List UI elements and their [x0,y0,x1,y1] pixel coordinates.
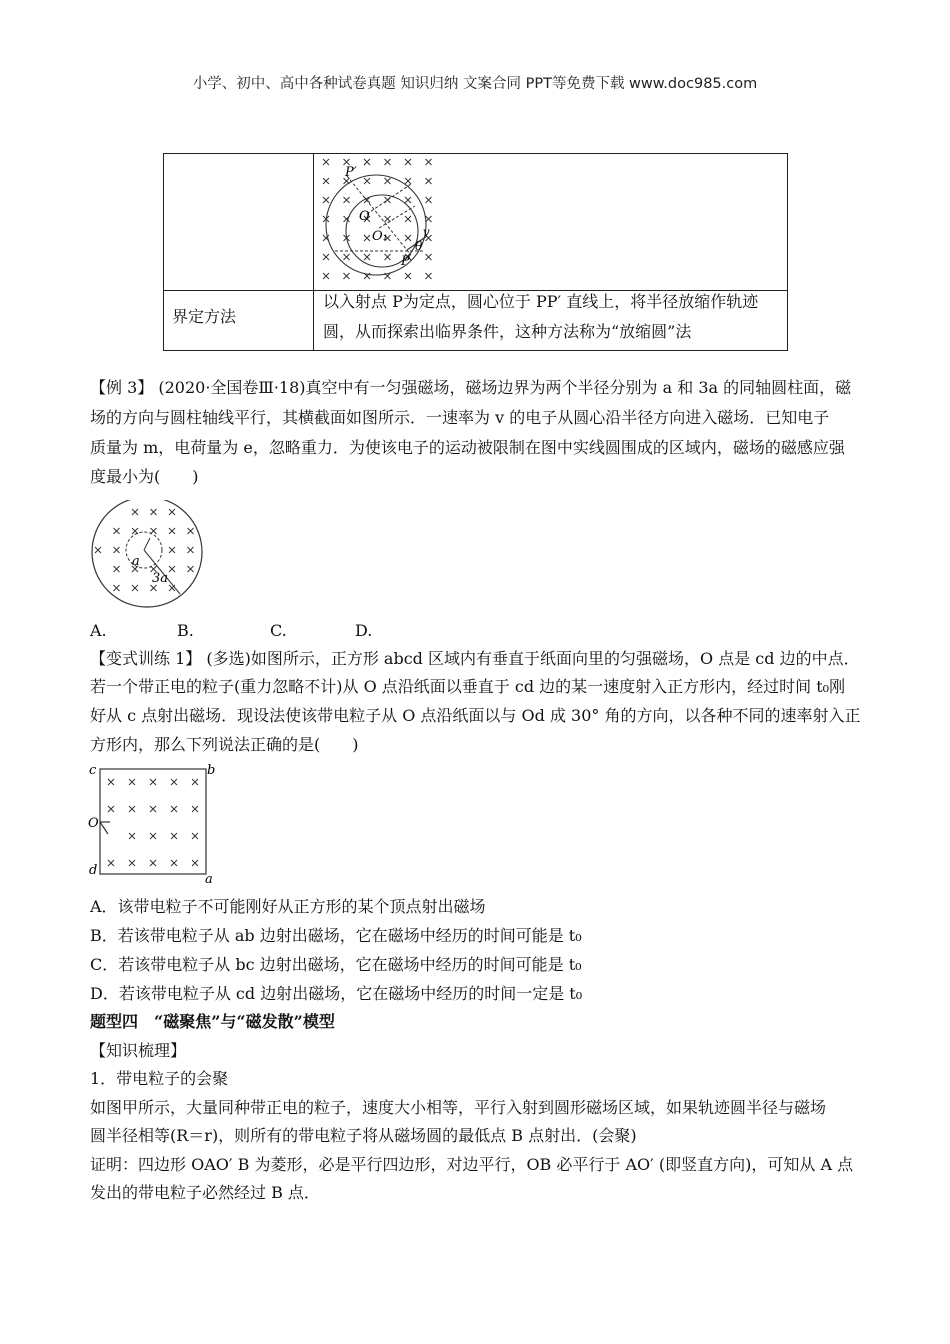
field-x-mark [132,509,138,515]
field-x-mark [108,860,114,866]
field-x-mark [364,235,370,241]
field-x-mark [385,159,391,165]
table-divider-vertical [313,154,314,350]
example3-option-a: A. [90,621,107,640]
field-x-mark [188,528,194,534]
field-x-mark [364,178,370,184]
field-x-mark [171,806,177,812]
shrink-circle-figure [315,154,445,289]
field-x-mark [426,159,432,165]
field-x-mark [364,159,370,165]
variant1-line4: 方形内，那么下列说法正确的是( ) [90,735,359,754]
section4-title: 题型四 “磁聚焦”与“磁发散”模型 [90,1012,335,1031]
field-x-mark [150,806,156,812]
radius-line-1 [367,184,411,214]
field-x-mark [364,254,370,260]
field-x-mark [129,779,135,785]
example3-option-b: B. [177,621,194,640]
field-x-mark [132,528,138,534]
field-x-mark [405,197,411,203]
field-x-mark [188,566,194,572]
field-x-mark [151,509,157,515]
section4-proof-line2: 发出的带电粒子必然经过 B 点． [90,1183,320,1202]
label-o1: O₁ [372,229,388,244]
field-x-mark [171,833,177,839]
example3-line4: 度最小为( ) [90,467,199,486]
field-x-mark [150,833,156,839]
outer-trajectory-circle [326,175,426,275]
field-x-mark [405,235,411,241]
section4-proof-line1: 证明：四边形 OAO′ B 为菱形，必是平行四边形，对边平行，OB 必平行于 AO′ (即竖直方向)，可知从 A 点 [90,1155,854,1174]
field-x-mark [405,159,411,165]
field-x-mark [114,547,120,553]
variant1-option-a: A．该带电粒子不可能刚好从正方形的某个顶点射出磁场 [90,897,486,916]
table-row-text-2: 圆，从而探索出临界条件，这种方法称为“放缩圆”法 [323,322,692,341]
field-x-mark [405,178,411,184]
example3-line2: 场的方向与圆柱轴线平行，其横截面如图所示．一速率为 v 的电子从圆心沿半径方向进入磁场．已知电子 [90,408,830,427]
field-x-mark [344,197,350,203]
field-x-mark [188,547,194,553]
section4-item1: 1．带电粒子的会聚 [90,1069,229,1088]
field-x-mark [169,585,175,591]
variant1-option-c: C．若该带电粒子从 bc 边射出磁场，它在磁场中经历的时间可能是 t₀ [90,955,582,974]
label-a: a [132,554,140,569]
label-o: O [359,209,370,224]
field-x-mark [426,178,432,184]
field-x-mark [344,273,350,279]
field-x-mark [169,566,175,572]
section4-para1-line1: 如图甲所示，大量同种带正电的粒子，速度大小相等，平行入射到圆形磁场区域，如果轨迹圆半径与磁场 [90,1098,827,1117]
arrow-30deg [100,822,108,834]
example3-option-d: D. [355,621,373,640]
field-x-mark [192,806,198,812]
field-x-mark [95,547,101,553]
radius-a-line [144,538,150,550]
field-x-mark [129,833,135,839]
field-x-mark [171,860,177,866]
field-x-mark [385,178,391,184]
square-abcd [100,769,206,874]
table-divider-horizontal [164,290,787,291]
field-x-mark [169,547,175,553]
field-x-mark [132,585,138,591]
field-x-mark [426,197,432,203]
field-x-mark [323,159,329,165]
label-b: b [207,763,216,778]
field-x-mark [108,806,114,812]
field-x-mark [323,254,329,260]
field-x-mark [169,509,175,515]
field-x-mark [150,860,156,866]
variant1-line2: 若一个带正电的粒子(重力忽略不计)从 O 点沿纸面以垂直于 cd 边的某一速度射入正方形内，经过时间 t₀刚 [90,677,846,696]
field-x-mark [114,528,120,534]
label-p: P [401,254,410,269]
variant1-line3: 好从 c 点射出磁场．现设法使该带电粒子从 O 点沿纸面以与 Od 成 30° 角的方向，以各种不同的速率射入正 [90,706,861,725]
field-x-mark [192,833,198,839]
field-x-mark [114,585,120,591]
field-x-mark [129,806,135,812]
label-d: d [89,863,98,878]
label-v: v [423,225,430,239]
square-field-figure [86,760,216,885]
field-x-mark [385,254,391,260]
label-a: a [205,872,213,885]
table-row-label: 界定方法 [172,307,237,326]
label-theta: θ [415,239,423,253]
field-x-mark [192,860,198,866]
field-x-mark [151,528,157,534]
table-row-text-1: 以入射点 P为定点，圆心位于 PP′ 直线上，将半径放缩作轨迹 [323,292,759,311]
label-c: c [89,763,97,778]
field-x-mark [114,566,120,572]
example3-line1: 【例 3】 (2020·全国卷Ⅲ·18)真空中有一匀强磁场，磁场边界为两个半径分别为 a 和 3a 的同轴圆柱面，磁 [90,378,852,397]
example3-line3: 质量为 m，电荷量为 e，忽略重力．为使该电子的运动被限制在图中实线圆围成的区域内，磁场的磁感应强 [90,438,845,457]
field-x-mark [405,216,411,222]
variant1-line1: 【变式训练 1】 (多选)如图所示，正方形 abcd 区域内有垂直于纸面向里的匀强磁场，O 点是 cd 边的中点． [90,649,860,668]
label-o: O [88,816,99,831]
field-x-mark [129,860,135,866]
field-x-mark [405,273,411,279]
field-x-mark [426,273,432,279]
field-x-mark [108,779,114,785]
section4-para1-line2: 圆半径相等(R＝r)，则所有的带电粒子将从磁场圆的最低点 B 点射出．(会聚) [90,1126,637,1145]
field-x-mark [323,178,329,184]
field-x-mark [426,254,432,260]
field-x-mark [385,197,391,203]
section4-knowledge: 【知识梳理】 [90,1041,187,1060]
field-x-mark [426,216,432,222]
field-x-mark [150,779,156,785]
field-x-mark [171,779,177,785]
example3-option-c: C. [270,621,287,640]
coaxial-circles-figure [86,500,216,612]
field-x-mark [323,273,329,279]
field-x-mark [344,254,350,260]
label-p-prime: P′ [345,165,357,180]
field-x-mark [192,779,198,785]
field-x-mark [323,197,329,203]
page-header: 小学、初中、高中各种试卷真题 知识归纳 文案合同 PPT等免费下载 www.doc985.com [192,76,758,92]
variant1-option-d: D．若该带电粒子从 cd 边射出磁场，它在磁场中经历的时间一定是 t₀ [90,984,583,1003]
variant1-option-b: B．若该带电粒子从 ab 边射出磁场，它在磁场中经历的时间可能是 t₀ [90,926,582,945]
field-x-mark [169,528,175,534]
label-3a: 3a [152,571,169,586]
